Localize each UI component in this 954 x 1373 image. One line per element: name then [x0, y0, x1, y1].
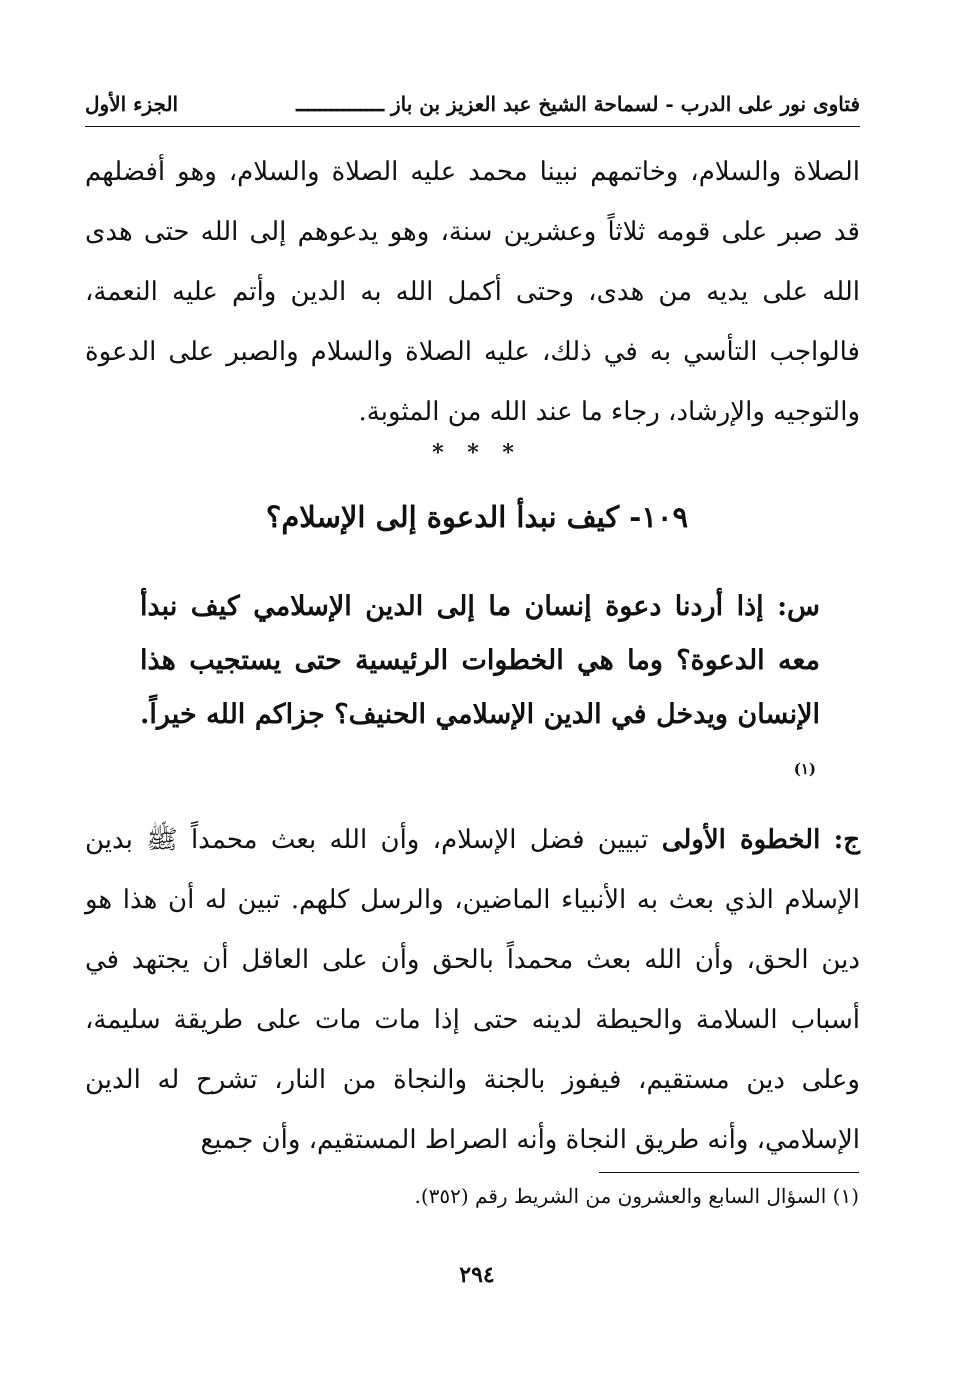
question-label: س: [777, 591, 821, 622]
intro-paragraph: الصلاة والسلام، وخاتمهم نبينا محمد عليه الصلاة والسلام، وهو أفضلهم قد صبر على قومه ثلاثاً وعشرين سنة، وهو يدعوهم إلى الله حتى هدى الله على يديه من هدى، وحتى أكمل الله به الدين وأتم عليه النعمة، فالواجب التأسي به في ذلك، عليه الصلاة والسلام والصبر على الدعوة والتوجيه والإرشاد، رجاء ما عند الله من المثوبة. [85, 157, 860, 427]
footnote-text: (١) السؤال السابع والعشرون من الشريط رقم (٣٥٢). [414, 1184, 859, 1208]
footnote-reference[interactable]: (١) [793, 760, 816, 778]
answer-label: ج: [833, 825, 860, 855]
answer-first-step: الخطوة الأولى [661, 825, 821, 855]
section-separator: * * * [432, 440, 522, 466]
answer-text: تبيين فضل الإسلام، وأن الله بعث محمداً ﷺ بدين الإسلام الذي بعث به الأنبياء الماضين، والرسل كلهم. تبين له أن هذا هو دين الحق، وأن الله بعث محمداً بالحق وأن على العاقل أن يجتهد في أسباب السلامة والحيطة لدينه حتى إذا مات مات على طريقة سليمة، وعلى دين مستقيم، فيفوز بالجنة والنجاة من النار، تشرح له الدين الإسلامي، وأنه طريق النجاة وأنه الصراط المستقيم، وأن جميع [85, 825, 860, 1155]
page-number: ٢٩٤ [459, 1262, 495, 1288]
footnote-divider [599, 1172, 859, 1173]
question-text: إذا أردنا دعوة إنسان ما إلى الدين الإسلامي كيف نبدأ معه الدعوة؟ وما هي الخطوات الرئيسية حتى يستجيب هذا الإنسان ويدخل في الدين الإسلامي الحنيف؟ جزاكم الله خيراً. [140, 591, 820, 730]
question-block [140, 580, 820, 803]
header-title: فتاوى نور على الدرب - لسماحة الشيخ عبد العزيز بن باز ـــــــــــــــ [296, 92, 860, 116]
running-header [85, 86, 860, 127]
section-title: ١٠٩- كيف نبدأ الدعوة إلى الإسلام؟ [265, 500, 689, 534]
header-volume: الجزء الأول [85, 92, 179, 116]
answer-block [85, 810, 860, 1170]
